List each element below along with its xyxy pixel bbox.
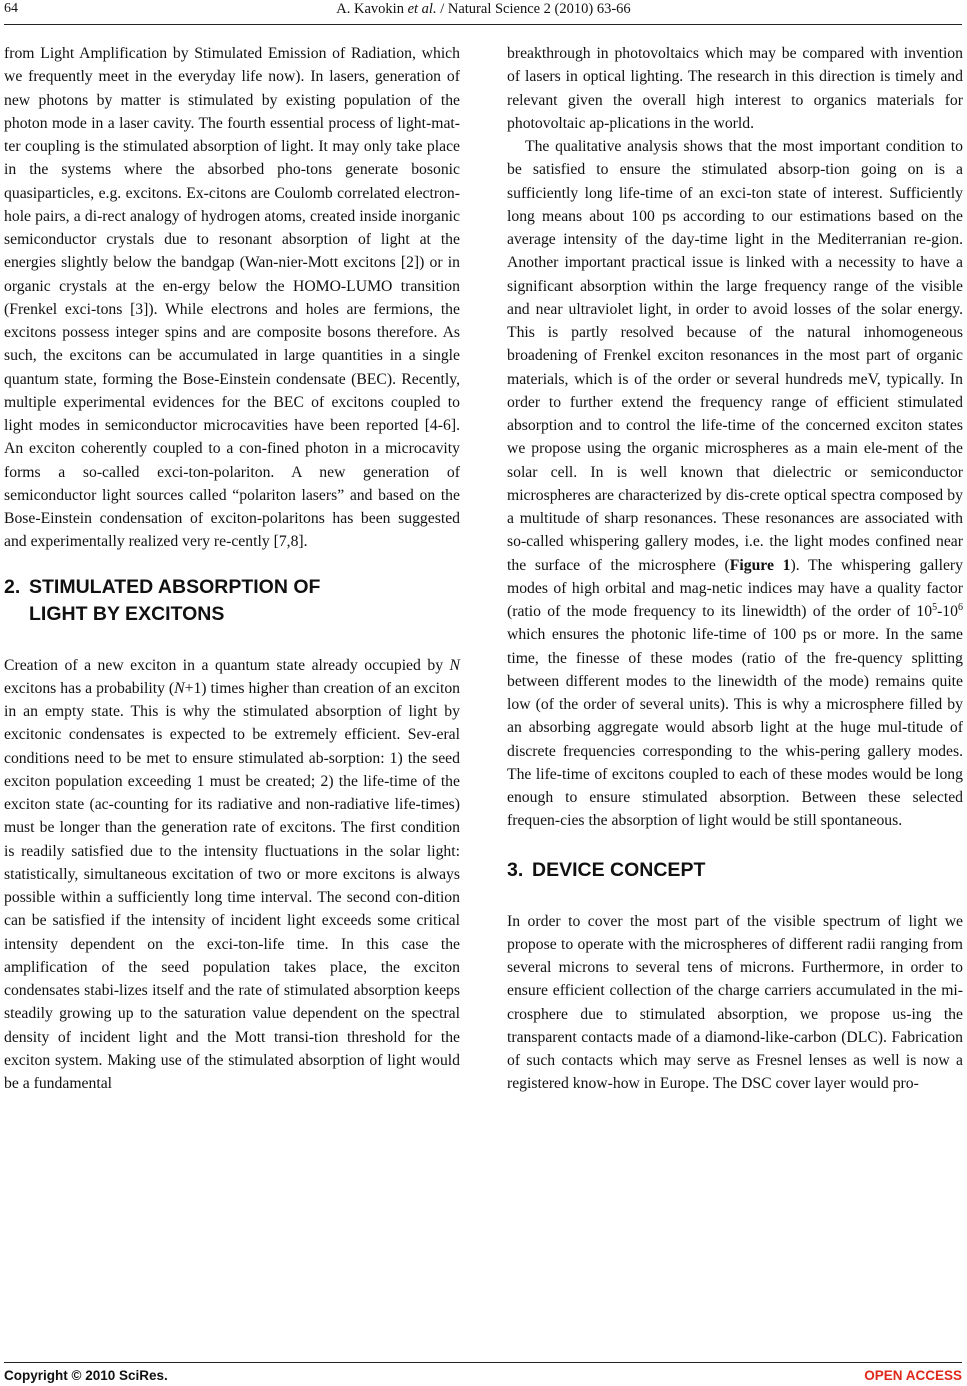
right-column [507, 42, 963, 1096]
left-paragraph-1: from Light Amplification by Stimulated Emission of Radiation, which we frequently meet in the everyday life now). In lasers, generation of new photons by matter is stimulated by existing population of the photon mode in a laser cavity. The fourth essential process of light-mat-ter coupling is the stimulated absorption of light. It may only take place in the systems where the absorbed pho-tons generate bosonic quasiparticles, e.g. excitons. Ex-citons are Coulomb correlated electron-hole pairs, a di-rect analogy of hydrogen atoms, created inside inorganic semiconductor crystals due to resonant absorption of light at the energies slightly below the bandgap (Wan-nier-Mott excitons [2]) or in organic crystals at the en-ergy below the HOMO-LUMO transition (Frenkel exci-tons [3]). While electrons and holes are fermions, the excitons possess integer spins and are composite bosons therefore. As such, the excitons can be accumulated in large quantities in a single quantum state, forming the Bose-Einstein condensate (BEC). Recently, multiple experimental evidences for the BEC of excitons coupled to light modes in semiconductor microcavities have been reported [4-6]. An exciton coherently coupled to a con-fined photon in a microcavity forms a so-called exci-ton-polariton. A new generation of semiconductor light sources called “polariton lasers” and based on the Bose-Einstein condensation of exciton-polaritons has been suggested and experimentally realized very re-cently [7,8]. [4, 45, 460, 551]
running-header [0, 0, 967, 22]
left-column [4, 42, 460, 1095]
text-run: The qualitative analysis shows that the most important condition to be satisfied to ensure the stimulated absorp-tion going on is a sufficiently long life-time of an exci-ton state of interest. Sufficiently long means about 100 ps according to our estimations based on the average intensity of the day-time light in the Mediterranian re-gion. Another important practical issue is linked with a necessity to have a significant absorption within the large frequency range of the visible and near ultraviolet light, in order to avoid losses of the solar energy. This is partly resolved because of the natural inhomogeneous broadening of Frenkel exciton resonances in the most part of organic materials, which is of the order or several hundreds meV, typically. In order to further extend the frequency range of efficient stimulated absorption and to control the life-time of the concerned exciton states we propose using the organic microspheres as a main ele-ment of the solar cell. In is well known that dielectric or semiconductor microspheres are characterized by dis-crete optical spectra composed by a multitude of sharp resonances. These resonances are associated with so-called whispering gallery modes, i.e. the light modes confined near the surface of the microsphere ( [507, 138, 963, 574]
page-footer [4, 1368, 962, 1386]
open-access-label: OPEN ACCESS [864, 1368, 962, 1383]
left-paragraph-2 [4, 654, 460, 1096]
section-3-title: DEVICE CONCEPT [532, 858, 706, 881]
text-run: ). The whispering gallery modes of high orbital and mag-netic indices may have a quality factor (ratio of the mode frequency to its linewidth) of the order of 10 [507, 556, 963, 620]
right-paragraph-3: In order to cover the most part of the visible spectrum of light we propose to operate with the microspheres of different radii ranging from several microns to several tens of microns. Furthermore, in order to ensure efficient collection of the charge carriers accumulated in the mi-crosphere due to stimulated absorption, we propose us-ing the transparent contacts made of a diamond-like-carbon (DLC). Fabrication of such contacts which may serve as Fresnel lenses as well is now a registered know-how in Europe. The DSC cover layer would pro- [507, 912, 963, 1093]
superscript: 6 [958, 602, 963, 613]
figure-reference: Figure 1 [729, 556, 791, 574]
superscript: 5 [932, 602, 938, 613]
section-2-title-line-2: LIGHT BY EXCITONS [29, 602, 225, 625]
right-paragraph-1: breakthrough in photovoltaics which may be compared with invention of lasers in optical lighting. The research in this direction is timely and relevant given the overall high interest to organics materials for photovoltaic ap-plications in the world. [507, 45, 963, 132]
text-run: -10 [937, 603, 958, 620]
italic-N: N [174, 679, 185, 697]
text-run: excitons has a probability ( [4, 679, 175, 697]
header-journal: / Natural Science 2 (2010) 63-66 [436, 1, 631, 17]
text-run: +1) times higher than creation of an exciton in an empty state. This is why the stimulated absorption of light by excitonic condensates is expected to be extremely efficient. Sev-eral conditions need to be met to ensure stimulated ab-sorption: 1) the seed exciton population exceeding 1 must be created; 2) the life-time of the exciton state (ac-counting for its radiative and non-radiative life-times) must be longer than the generation rate of excitons. The first condition is readily satisfied due to the intensity fluctuations in the solar light: statistically, simultaneous excitation of two or more excitons is always possible within a sufficiently long time interval. The second con-dition can be satisfied if the intensity of incident light exceeds some critical intensity dependent on the exci-ton-life time. In this case the amplification of the seed population takes place, the exciton condensates stabi-lizes itself and the rate of stimulated absorption keeps steadily growing up to the saturation value dependent on the spectral density of incident light and the Mott transi-tion threshold for the exciton system. Making use of the stimulated absorption of light would be a fundamental [4, 679, 461, 1092]
header-et-al: et al. [407, 1, 437, 17]
text-run: Creation of a new exciton in a quantum state already occupied by [4, 656, 450, 674]
section-3-number: 3. [507, 858, 524, 881]
right-paragraph-2 [507, 135, 963, 833]
header-author: A. Kavokin [336, 1, 408, 17]
italic-N: N [449, 656, 460, 674]
text-run: which ensures the photonic life-time of 100 ps or more. In the same time, the finesse of these modes (ratio of the fre-quency splitting between different modes to the linewidth of the mode) remains quite low (of the order of several units). This is why a microsphere filled by an absorbing aggregate would absorb light at the huge mul-titude of discrete frequencies corresponding to the whis-pering gallery modes. The life-time of excitons coupled to each of these modes would be long enough to ensure stimulated absorption. Between these selected frequen-cies the absorption of light would be still spontaneous. [507, 626, 963, 830]
header-rule [4, 24, 962, 25]
section-2-number: 2. [4, 575, 21, 598]
section-3-heading [507, 857, 963, 884]
copyright-notice: Copyright © 2010 SciRes. [4, 1368, 168, 1383]
section-2-title-line-1: STIMULATED ABSORPTION OF [29, 575, 321, 598]
running-title [0, 1, 967, 18]
section-2-heading [4, 574, 460, 628]
footer-rule [4, 1362, 962, 1363]
page-number: 64 [4, 1, 18, 16]
